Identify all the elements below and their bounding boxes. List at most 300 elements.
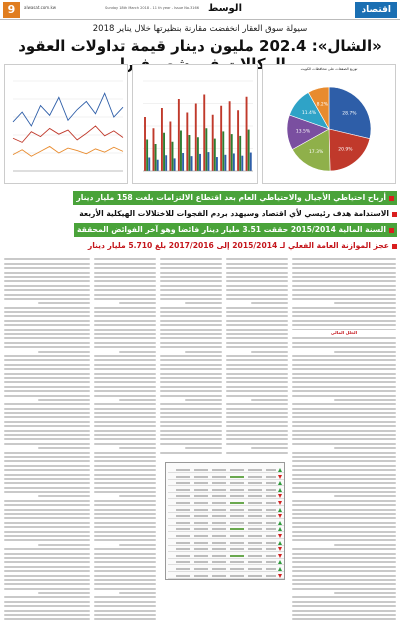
table-cell bbox=[212, 535, 226, 537]
table-cell bbox=[266, 515, 276, 517]
arrow-up-icon bbox=[278, 521, 282, 525]
text-line bbox=[94, 258, 156, 260]
text-line bbox=[4, 539, 90, 541]
bar bbox=[161, 108, 163, 171]
text-line bbox=[292, 618, 396, 620]
text-line bbox=[292, 416, 396, 418]
text-line bbox=[38, 495, 90, 497]
table-cell bbox=[176, 502, 190, 504]
table-cell bbox=[266, 489, 276, 491]
text-line bbox=[94, 561, 156, 563]
column-subhead: الخلل المالي bbox=[292, 330, 396, 335]
bar bbox=[191, 156, 193, 171]
bar bbox=[153, 128, 155, 171]
text-line bbox=[292, 359, 396, 361]
text-line bbox=[4, 561, 90, 563]
text-line bbox=[185, 302, 222, 304]
text-line bbox=[4, 315, 90, 317]
text-line bbox=[292, 298, 396, 300]
table-cell bbox=[212, 522, 226, 524]
table-cell bbox=[194, 469, 208, 471]
table-cell bbox=[230, 482, 244, 484]
dateline: Sunday 18th March 2018 - 11 th year - Issue No.3166 bbox=[105, 6, 199, 10]
table-cell bbox=[194, 561, 208, 563]
text-line bbox=[160, 403, 222, 405]
text-line bbox=[94, 535, 156, 537]
table-cell bbox=[248, 548, 262, 550]
text-line bbox=[292, 539, 396, 541]
bullet-text: عجز الموازنة العامة الفعلي لـ 2015/2014 إلى 2017/2016 بلغ 5.710 مليار دينار bbox=[87, 241, 389, 250]
text-line bbox=[226, 315, 288, 317]
text-line bbox=[4, 390, 90, 392]
body-column-5 bbox=[4, 256, 90, 622]
text-line bbox=[226, 408, 288, 410]
text-line bbox=[94, 285, 156, 287]
text-line bbox=[94, 346, 156, 348]
table-cell bbox=[194, 575, 208, 577]
table-cell bbox=[212, 575, 226, 577]
text-line bbox=[4, 412, 90, 414]
text-line bbox=[292, 355, 396, 357]
text-line bbox=[292, 434, 396, 436]
text-line bbox=[94, 469, 156, 471]
table-cell bbox=[230, 555, 244, 557]
text-line bbox=[4, 482, 90, 484]
text-line bbox=[4, 368, 90, 370]
pie-chart-title: توزيع الصفقات على محافظات الكويت bbox=[300, 67, 358, 71]
text-line bbox=[4, 517, 90, 519]
text-line bbox=[94, 386, 156, 388]
text-line bbox=[94, 500, 156, 502]
text-line bbox=[226, 390, 288, 392]
section-label: اقتصاد bbox=[355, 2, 397, 18]
text-line bbox=[94, 504, 156, 506]
text-line bbox=[226, 395, 288, 397]
text-line bbox=[292, 548, 396, 550]
text-line bbox=[4, 452, 90, 454]
text-line bbox=[4, 272, 90, 274]
text-line bbox=[226, 452, 288, 454]
text-line bbox=[226, 412, 288, 414]
text-line bbox=[160, 311, 222, 313]
text-line bbox=[292, 294, 396, 296]
table-cell bbox=[194, 528, 208, 530]
bar bbox=[220, 106, 222, 171]
table-cell bbox=[176, 495, 190, 497]
text-line bbox=[292, 504, 396, 506]
text-line bbox=[38, 447, 90, 449]
text-line bbox=[160, 368, 222, 370]
text-line bbox=[94, 588, 156, 590]
text-line bbox=[4, 329, 90, 331]
text-line bbox=[292, 412, 396, 414]
table-cell bbox=[212, 509, 226, 511]
bar bbox=[237, 110, 239, 171]
text-line bbox=[292, 337, 396, 339]
table-cell bbox=[230, 575, 244, 577]
bullet-marker-icon bbox=[389, 196, 394, 201]
text-line bbox=[292, 276, 396, 278]
table-cell bbox=[248, 575, 262, 577]
text-line bbox=[292, 579, 396, 581]
text-line bbox=[334, 592, 396, 594]
table-row bbox=[168, 513, 284, 519]
bar bbox=[165, 155, 167, 171]
text-line bbox=[94, 421, 156, 423]
arrow-up-icon bbox=[278, 541, 282, 545]
table-cell bbox=[230, 509, 244, 511]
text-line bbox=[4, 548, 90, 550]
text-line bbox=[226, 438, 288, 440]
text-line bbox=[94, 509, 156, 511]
text-line bbox=[4, 605, 90, 607]
text-line bbox=[292, 272, 396, 274]
bar bbox=[229, 101, 231, 171]
text-line bbox=[4, 474, 90, 476]
text-line bbox=[292, 438, 396, 440]
text-line bbox=[4, 359, 90, 361]
text-line bbox=[94, 416, 156, 418]
table-cell bbox=[176, 535, 190, 537]
text-line bbox=[4, 456, 90, 458]
text-line bbox=[226, 381, 288, 383]
text-line bbox=[119, 399, 156, 401]
text-line bbox=[160, 337, 222, 339]
newspaper-logo: الوسط bbox=[208, 3, 242, 14]
text-line bbox=[292, 456, 396, 458]
table-cell bbox=[230, 542, 244, 544]
table-cell bbox=[194, 502, 208, 504]
table-cell bbox=[266, 522, 276, 524]
text-line bbox=[226, 267, 288, 269]
text-line bbox=[4, 289, 90, 291]
table-cell bbox=[176, 515, 190, 517]
table-cell bbox=[212, 469, 226, 471]
table-cell bbox=[194, 535, 208, 537]
table-cell bbox=[266, 542, 276, 544]
bullet-headline-4 bbox=[88, 239, 397, 253]
arrow-up-icon bbox=[278, 508, 282, 512]
text-line bbox=[292, 605, 396, 607]
text-line bbox=[226, 430, 288, 432]
text-line bbox=[292, 421, 396, 423]
text-line bbox=[185, 399, 222, 401]
text-line bbox=[160, 320, 222, 322]
text-line bbox=[292, 452, 396, 454]
table-row bbox=[168, 487, 284, 493]
text-line bbox=[160, 434, 222, 436]
text-line bbox=[4, 522, 90, 524]
text-line bbox=[94, 482, 156, 484]
text-line bbox=[292, 443, 396, 445]
text-line bbox=[292, 596, 396, 598]
bar bbox=[248, 130, 250, 171]
text-line bbox=[292, 500, 396, 502]
text-line bbox=[4, 526, 90, 528]
table-cell bbox=[212, 476, 226, 478]
table-cell bbox=[176, 522, 190, 524]
text-line bbox=[292, 583, 396, 585]
table-cell bbox=[248, 489, 262, 491]
text-line bbox=[94, 570, 156, 572]
bar bbox=[208, 152, 210, 171]
bar bbox=[239, 136, 241, 171]
text-line bbox=[4, 416, 90, 418]
table-cell bbox=[230, 568, 244, 570]
text-line bbox=[292, 535, 396, 537]
body-column-3 bbox=[160, 256, 222, 456]
text-line bbox=[4, 342, 90, 344]
text-line bbox=[160, 285, 222, 287]
arrow-down-icon bbox=[278, 554, 282, 558]
text-line bbox=[4, 614, 90, 616]
table-row bbox=[168, 533, 284, 539]
text-line bbox=[94, 614, 156, 616]
text-line bbox=[185, 351, 222, 353]
text-line bbox=[4, 531, 90, 533]
arrow-down-icon bbox=[278, 501, 282, 505]
text-line bbox=[4, 504, 90, 506]
text-line bbox=[4, 395, 90, 397]
table-cell bbox=[212, 502, 226, 504]
text-line bbox=[160, 298, 222, 300]
text-line bbox=[94, 517, 156, 519]
text-line bbox=[292, 430, 396, 432]
text-line bbox=[4, 443, 90, 445]
text-line bbox=[4, 333, 90, 335]
text-line bbox=[292, 513, 396, 515]
text-line bbox=[292, 588, 396, 590]
text-line bbox=[292, 553, 396, 555]
table-cell bbox=[266, 502, 276, 504]
bullet-marker-icon bbox=[392, 212, 397, 217]
text-line bbox=[94, 443, 156, 445]
text-line bbox=[226, 425, 288, 427]
table-cell bbox=[248, 522, 262, 524]
text-line bbox=[94, 478, 156, 480]
table-cell bbox=[266, 535, 276, 537]
text-line bbox=[94, 605, 156, 607]
bar bbox=[155, 144, 157, 171]
text-line bbox=[119, 351, 156, 353]
text-line bbox=[4, 267, 90, 269]
table-cell bbox=[266, 575, 276, 577]
text-line bbox=[226, 421, 288, 423]
text-line bbox=[226, 386, 288, 388]
text-line bbox=[4, 408, 90, 410]
text-line bbox=[119, 447, 156, 449]
arrow-down-icon bbox=[278, 547, 282, 551]
bar bbox=[246, 97, 248, 171]
text-line bbox=[4, 377, 90, 379]
table-cell bbox=[194, 548, 208, 550]
text-line bbox=[334, 302, 396, 304]
data-table bbox=[165, 462, 285, 580]
text-line bbox=[292, 478, 396, 480]
bar bbox=[146, 140, 148, 172]
text-line bbox=[4, 610, 90, 612]
text-line bbox=[226, 285, 288, 287]
text-line bbox=[292, 465, 396, 467]
bar bbox=[182, 153, 184, 171]
text-line bbox=[160, 438, 222, 440]
bullet-headline-1 bbox=[73, 191, 397, 205]
text-line bbox=[119, 495, 156, 497]
text-line bbox=[4, 386, 90, 388]
table-cell bbox=[194, 542, 208, 544]
bar bbox=[231, 134, 233, 171]
text-line bbox=[94, 610, 156, 612]
bullet-text: الاستدامة هدف رئيسي لأي اقتصاد وسيهدد بردم الفجوات للاختلالات الهيكلية الأربعة bbox=[79, 209, 389, 218]
table-row bbox=[168, 480, 284, 486]
text-line bbox=[160, 395, 222, 397]
text-line bbox=[292, 566, 396, 568]
text-line bbox=[160, 272, 222, 274]
text-line bbox=[292, 368, 396, 370]
table-cell bbox=[248, 568, 262, 570]
table-cell bbox=[194, 482, 208, 484]
bar bbox=[180, 131, 182, 172]
bar bbox=[241, 156, 243, 171]
table-cell bbox=[176, 482, 190, 484]
text-line bbox=[160, 342, 222, 344]
bar bbox=[199, 154, 201, 171]
table-cell bbox=[230, 495, 244, 497]
text-line bbox=[38, 351, 90, 353]
bullet-text: السنة المالية 2015/2014 حققت 3.51 مليار دينار فائضا وهو آخر الفوائض المحققة bbox=[77, 225, 386, 234]
text-line bbox=[94, 267, 156, 269]
text-line bbox=[94, 539, 156, 541]
text-line bbox=[94, 575, 156, 577]
table-cell bbox=[176, 476, 190, 478]
bar-chart-panel bbox=[132, 64, 258, 184]
table-cell bbox=[176, 548, 190, 550]
arrow-up-icon bbox=[278, 468, 282, 472]
table-row bbox=[168, 540, 284, 546]
page-number: 9 bbox=[3, 2, 20, 18]
text-line bbox=[292, 285, 396, 287]
text-line bbox=[94, 333, 156, 335]
text-line bbox=[160, 452, 222, 454]
text-line bbox=[38, 544, 90, 546]
text-line bbox=[4, 478, 90, 480]
text-line bbox=[4, 276, 90, 278]
table-cell bbox=[194, 495, 208, 497]
text-line bbox=[4, 487, 90, 489]
text-line bbox=[94, 280, 156, 282]
text-line bbox=[4, 579, 90, 581]
table-cell bbox=[248, 528, 262, 530]
text-line bbox=[4, 373, 90, 375]
bar bbox=[169, 122, 171, 172]
text-line bbox=[94, 390, 156, 392]
table-cell bbox=[248, 476, 262, 478]
text-line bbox=[160, 267, 222, 269]
text-line bbox=[94, 434, 156, 436]
text-line bbox=[226, 276, 288, 278]
table-cell bbox=[212, 548, 226, 550]
pie-slice-label: 13.5% bbox=[295, 129, 311, 135]
table-cell bbox=[248, 509, 262, 511]
table-cell bbox=[230, 548, 244, 550]
text-line bbox=[94, 373, 156, 375]
text-line bbox=[185, 447, 222, 449]
text-line bbox=[4, 575, 90, 577]
table-cell bbox=[230, 561, 244, 563]
text-line bbox=[160, 430, 222, 432]
table-cell bbox=[248, 502, 262, 504]
text-line bbox=[94, 487, 156, 489]
table-cell bbox=[194, 555, 208, 557]
text-line bbox=[4, 460, 90, 462]
text-line bbox=[292, 258, 396, 260]
table-cell bbox=[230, 515, 244, 517]
text-line bbox=[94, 395, 156, 397]
pie-slice-label: 8.2% bbox=[316, 102, 329, 108]
text-line bbox=[292, 280, 396, 282]
arrow-down-icon bbox=[278, 574, 282, 578]
text-line bbox=[160, 258, 222, 260]
text-line bbox=[4, 307, 90, 309]
table-cell bbox=[230, 469, 244, 471]
text-line bbox=[334, 447, 396, 449]
text-line bbox=[4, 491, 90, 493]
body-column-4 bbox=[94, 256, 156, 622]
text-line bbox=[226, 346, 288, 348]
text-line bbox=[292, 460, 396, 462]
text-line bbox=[292, 342, 396, 344]
text-line bbox=[226, 342, 288, 344]
website-url[interactable]: alwasat.com.kw bbox=[24, 5, 57, 10]
text-line bbox=[160, 381, 222, 383]
text-line bbox=[94, 465, 156, 467]
table-cell bbox=[212, 555, 226, 557]
table-cell bbox=[212, 489, 226, 491]
table-cell bbox=[230, 522, 244, 524]
text-line bbox=[226, 403, 288, 405]
bar bbox=[163, 133, 165, 171]
table-row bbox=[168, 566, 284, 572]
table-cell bbox=[212, 482, 226, 484]
table-cell bbox=[248, 555, 262, 557]
text-line bbox=[226, 359, 288, 361]
text-line bbox=[226, 337, 288, 339]
text-line bbox=[94, 263, 156, 265]
text-line bbox=[292, 289, 396, 291]
text-line bbox=[160, 408, 222, 410]
text-line bbox=[94, 526, 156, 528]
text-line bbox=[226, 263, 288, 265]
text-line bbox=[160, 359, 222, 361]
text-line bbox=[94, 337, 156, 339]
table-cell bbox=[194, 509, 208, 511]
text-line bbox=[334, 495, 396, 497]
text-line bbox=[94, 294, 156, 296]
bar bbox=[195, 104, 197, 172]
text-line bbox=[160, 280, 222, 282]
table-cell bbox=[266, 509, 276, 511]
text-line bbox=[4, 583, 90, 585]
text-line bbox=[94, 408, 156, 410]
table-cell bbox=[230, 528, 244, 530]
text-line bbox=[4, 430, 90, 432]
table-cell bbox=[248, 542, 262, 544]
text-line bbox=[292, 557, 396, 559]
table-cell bbox=[266, 555, 276, 557]
text-line bbox=[94, 377, 156, 379]
bar bbox=[224, 155, 226, 171]
text-line bbox=[94, 456, 156, 458]
